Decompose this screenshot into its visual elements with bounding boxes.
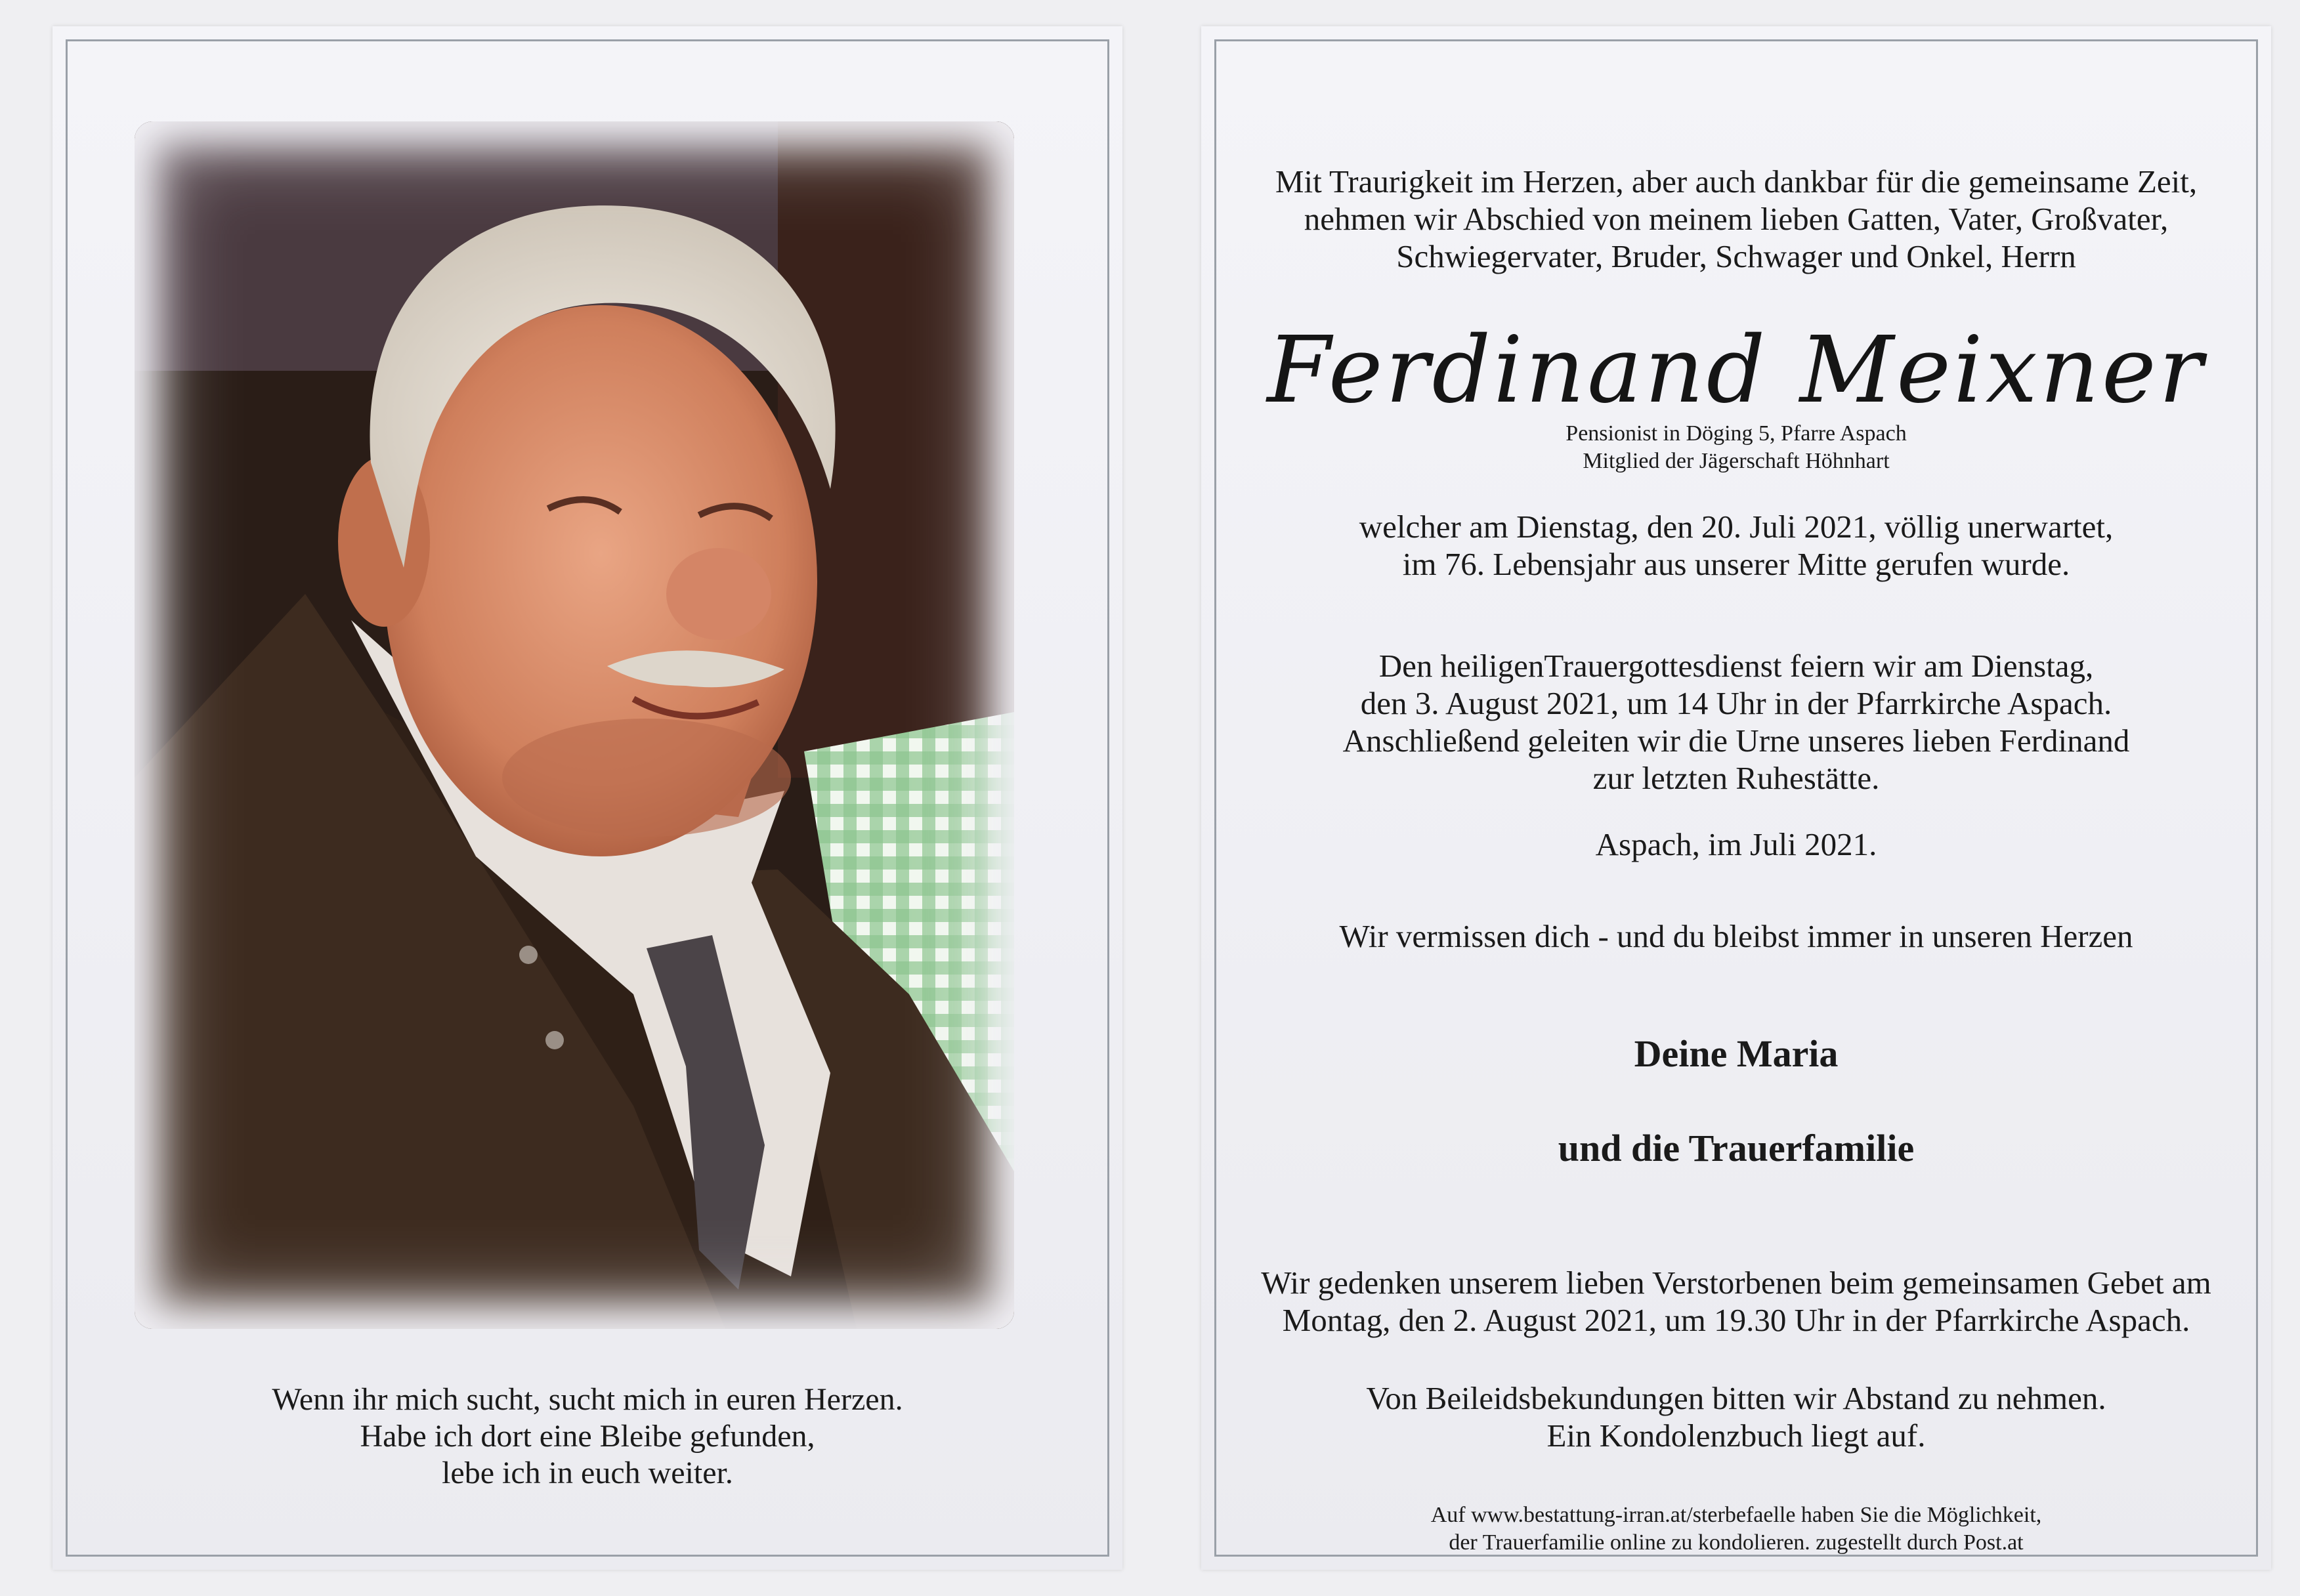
left-page — [53, 26, 1122, 1570]
footer-line: der Trauerfamilie online zu kondolieren. zugestellt durch Post.at — [1449, 1530, 2024, 1555]
death-notice — [1227, 508, 2245, 583]
detail-line: Pensionist in Döging 5, Pfarre Aspach — [1565, 421, 1907, 446]
right-page — [1201, 26, 2271, 1570]
intro-text — [1227, 163, 2245, 275]
condolence-line: Von Beileidsbekundungen bitten wir Abstand zu nehmen. — [1366, 1380, 2106, 1416]
intro-line: Mit Traurigkeit im Herzen, aber auch dankbar für die gemeinsame Zeit, — [1275, 163, 2198, 200]
death-notice-line: im 76. Lebensjahr aus unserer Mitte gerufen wurde. — [1402, 546, 2070, 582]
death-notice-line: welcher am Dienstag, den 20. Juli 2021, völlig unerwartet, — [1359, 509, 2114, 545]
service-line: Den heiligenTrauergottesdienst feiern wir am Dienstag, — [1378, 648, 2094, 684]
signature-spouse: Deine Maria — [1634, 1032, 1839, 1075]
service-line: den 3. August 2021, um 14 Uhr in der Pfarrkirche Aspach. — [1360, 685, 2112, 721]
intro-line: Schwiegervater, Bruder, Schwager und Onkel, Herrn — [1396, 238, 2076, 274]
verse-line: lebe ich in euch weiter. — [442, 1456, 733, 1490]
deceased-details — [1227, 420, 2245, 475]
memorial-verse — [92, 1381, 1083, 1492]
verse-line: Habe ich dort eine Bleibe gefunden, — [360, 1419, 815, 1454]
footer-line: Auf www.bestattung-irran.at/sterbefaelle haben Sie die Möglichkeit, — [1430, 1503, 2042, 1527]
remembrance-line: Wir vermissen dich - und du bleibst immer in unseren Herzen — [1339, 918, 2133, 954]
place-date: Aspach, im Juli 2021. — [1595, 826, 1877, 862]
deceased-name: Ferdinand Meixner — [1267, 317, 2205, 424]
prayer-line: Wir gedenken unserem lieben Verstorbenen beim gemeinsamen Gebet am — [1261, 1265, 2211, 1301]
signature-family: und die Trauerfamilie — [1558, 1127, 1915, 1169]
service-line: zur letzten Ruhestätte. — [1592, 760, 1880, 796]
portrait-illustration — [135, 121, 1014, 1329]
condolence-line: Ein Kondolenzbuch liegt auf. — [1546, 1418, 1926, 1454]
intro-line: nehmen wir Abschied von meinem lieben Gatten, Vater, Großvater, — [1304, 201, 2169, 237]
portrait-photo — [135, 121, 1014, 1329]
verse-line: Wenn ihr mich sucht, sucht mich in euren Herzen. — [272, 1382, 903, 1417]
footer-note — [1227, 1502, 2245, 1557]
condolence-note — [1227, 1379, 2245, 1454]
service-line: Anschließend geleiten wir die Urne unseres lieben Ferdinand — [1342, 723, 2130, 759]
prayer-line: Montag, den 2. August 2021, um 19.30 Uhr in der Pfarrkirche Aspach. — [1282, 1302, 2190, 1338]
detail-line: Mitglied der Jägerschaft Höhnhart — [1583, 449, 1890, 473]
prayer-info — [1227, 1264, 2245, 1339]
funeral-service-info — [1227, 647, 2245, 797]
